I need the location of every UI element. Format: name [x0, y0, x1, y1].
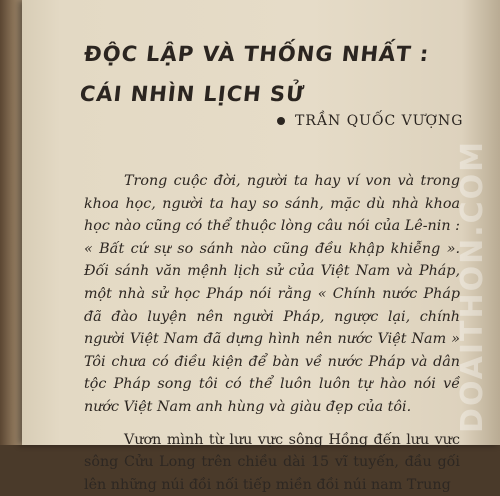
author-name: TRẦN QUỐC VƯỢNG: [295, 113, 464, 129]
paragraph-1: Trong cuộc đời, người ta hay ví von và trong khoa học, người ta hay so sánh, mặc dù nhà khoa học nào cũng có thể thuộc lòng câu nói của Lê-nin : « Bất cứ sự so sánh nào cũng đều khập khiễng ». Đối sánh văn mệnh lịch sử của Việt Nam và Pháp, một nhà sử học Pháp nói rằng « Chính nước Pháp đã đào luyện nên người Pháp, ngược lại, chính người Việt Nam đã dựng hình nên nước Việt Nam » Tôi chưa có điều kiện để bàn về nước Pháp và dân tộc Pháp song tôi có thể luôn luôn tự hào nói về nước Việt Nam anh hùng và giàu đẹp của tôi.: [84, 173, 460, 415]
title-line-2: CÁI NHÌN LỊCH SỬ: [78, 82, 306, 106]
article-body: [84, 170, 460, 496]
watermark: DOAITHON.COM: [455, 140, 490, 433]
title-line-1: ĐỘC LẬP VÀ THỐNG NHẤT :: [82, 42, 431, 66]
article-title: [78, 34, 432, 114]
book-gutter: [0, 0, 22, 445]
paragraph-2: Vươn mình từ lưu vực sông Hồng đến lưu vực sông Cửu Long trên chiều dài 15 vĩ tuyến, đầu gối lên những núi đồi nối tiếp miền đồi núi nam Trung: [84, 431, 460, 493]
author-byline: [277, 113, 463, 129]
bullet-icon: [277, 117, 285, 125]
book-page: [22, 0, 500, 493]
